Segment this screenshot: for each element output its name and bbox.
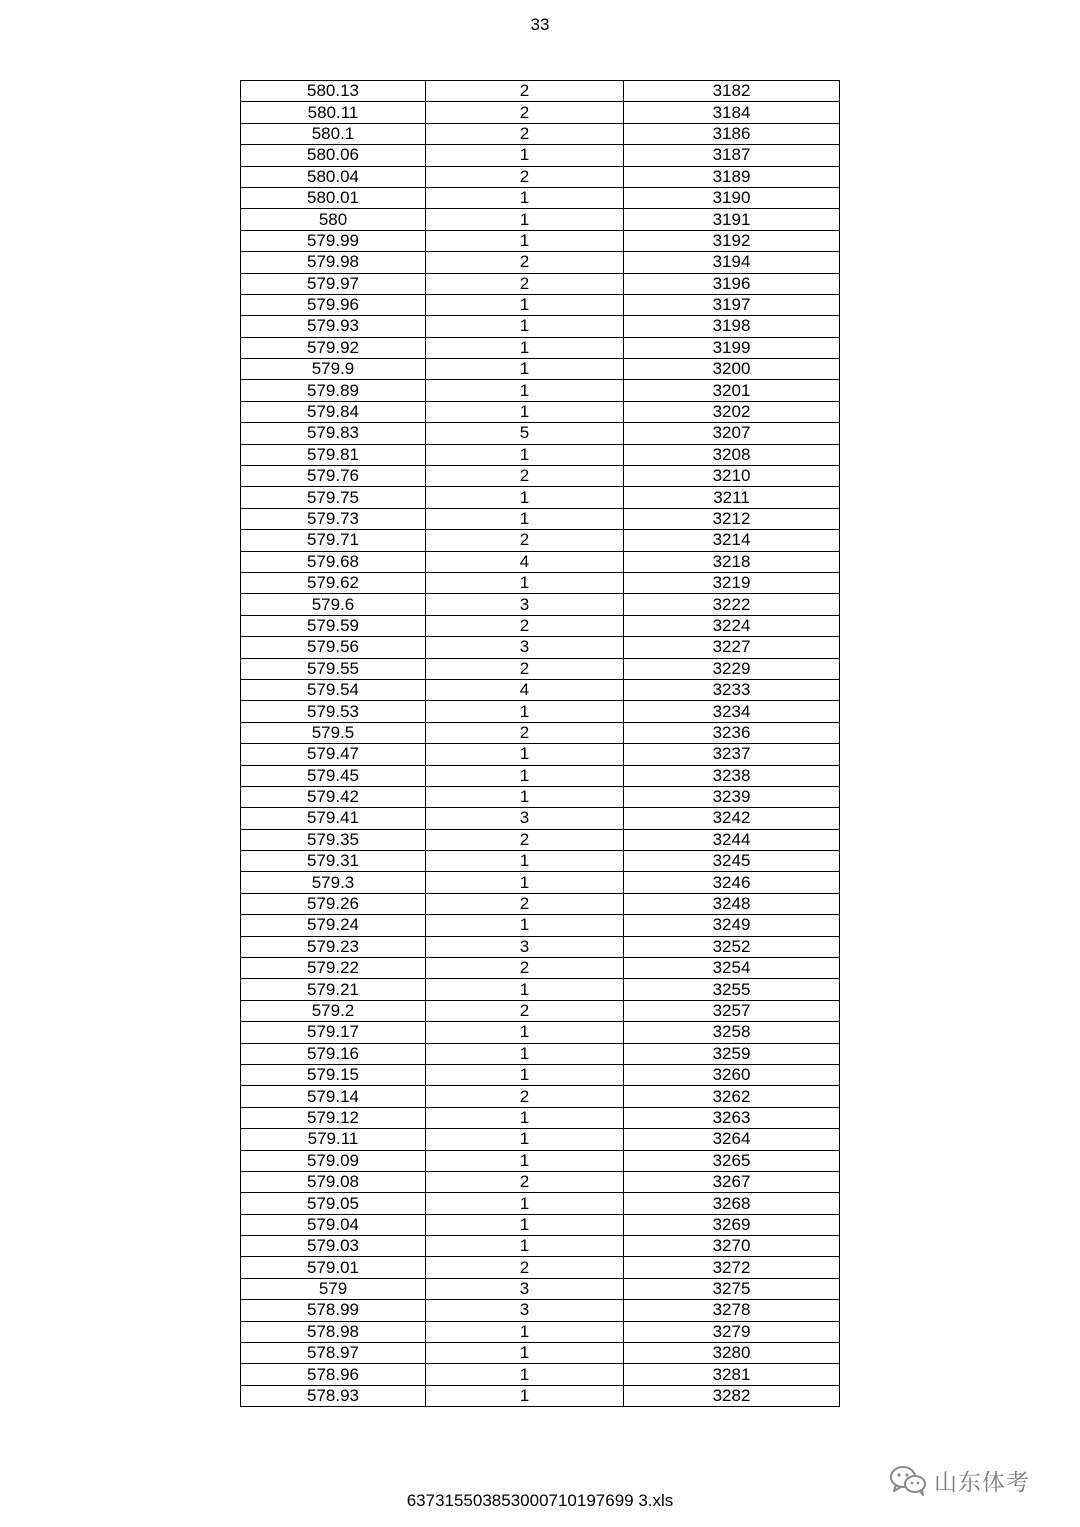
watermark-text: 山东体考: [934, 1469, 1030, 1496]
table-row: [241, 958, 840, 979]
table-row: [241, 401, 840, 422]
count-cell: 1: [426, 145, 624, 166]
table-row: [241, 1278, 840, 1299]
cumulative-cell: 3237: [624, 744, 840, 765]
table-row: [241, 102, 840, 123]
cumulative-cell: 3278: [624, 1300, 840, 1321]
count-cell: 3: [426, 637, 624, 658]
table-row: [241, 1171, 840, 1192]
cumulative-cell: 3272: [624, 1257, 840, 1278]
score-cell: 579.97: [241, 273, 426, 294]
table-row: [241, 530, 840, 551]
table-row: [241, 230, 840, 251]
count-cell: 3: [426, 1300, 624, 1321]
cumulative-cell: 3245: [624, 851, 840, 872]
count-cell: 2: [426, 1257, 624, 1278]
cumulative-cell: 3189: [624, 166, 840, 187]
score-cell: 579.75: [241, 487, 426, 508]
score-cell: 579.96: [241, 294, 426, 315]
score-cell: 579.9: [241, 359, 426, 380]
cumulative-cell: 3254: [624, 958, 840, 979]
count-cell: 1: [426, 786, 624, 807]
cumulative-cell: 3257: [624, 1000, 840, 1021]
table-row: [241, 1321, 840, 1342]
score-cell: 580: [241, 209, 426, 230]
cumulative-cell: 3258: [624, 1022, 840, 1043]
cumulative-cell: 3269: [624, 1214, 840, 1235]
score-cell: 579.68: [241, 551, 426, 572]
cumulative-cell: 3242: [624, 808, 840, 829]
table-row: [241, 209, 840, 230]
score-cell: 579.05: [241, 1193, 426, 1214]
table-row: [241, 658, 840, 679]
score-cell: 580.06: [241, 145, 426, 166]
table-row: [241, 1064, 840, 1085]
score-cell: 579.54: [241, 679, 426, 700]
cumulative-cell: 3208: [624, 444, 840, 465]
table-row: [241, 786, 840, 807]
count-cell: 1: [426, 401, 624, 422]
score-cell: 579.2: [241, 1000, 426, 1021]
table-row: [241, 872, 840, 893]
cumulative-cell: 3259: [624, 1043, 840, 1064]
cumulative-cell: 3275: [624, 1278, 840, 1299]
table-row: [241, 1086, 840, 1107]
cumulative-cell: 3190: [624, 187, 840, 208]
table-row: [241, 701, 840, 722]
score-cell: 579.83: [241, 423, 426, 444]
table-body: [241, 81, 840, 1407]
score-cell: 579.71: [241, 530, 426, 551]
table-row: [241, 615, 840, 636]
cumulative-cell: 3197: [624, 294, 840, 315]
cumulative-cell: 3219: [624, 572, 840, 593]
cumulative-cell: 3263: [624, 1107, 840, 1128]
score-cell: 580.11: [241, 102, 426, 123]
cumulative-cell: 3210: [624, 466, 840, 487]
score-cell: 579.76: [241, 466, 426, 487]
score-cell: 579: [241, 1278, 426, 1299]
count-cell: 1: [426, 765, 624, 786]
cumulative-cell: 3267: [624, 1171, 840, 1192]
table-row: [241, 294, 840, 315]
score-cell: 579.26: [241, 893, 426, 914]
count-cell: 1: [426, 872, 624, 893]
score-table: [240, 80, 840, 1407]
table-row: [241, 829, 840, 850]
table-row: [241, 423, 840, 444]
cumulative-cell: 3229: [624, 658, 840, 679]
cumulative-cell: 3218: [624, 551, 840, 572]
count-cell: 1: [426, 1193, 624, 1214]
cumulative-cell: 3265: [624, 1150, 840, 1171]
count-cell: 1: [426, 444, 624, 465]
count-cell: 1: [426, 337, 624, 358]
count-cell: 2: [426, 615, 624, 636]
cumulative-cell: 3268: [624, 1193, 840, 1214]
score-cell: 580.01: [241, 187, 426, 208]
count-cell: 2: [426, 1086, 624, 1107]
table-row: [241, 81, 840, 102]
table-row: [241, 1257, 840, 1278]
score-cell: 579.6: [241, 594, 426, 615]
cumulative-cell: 3280: [624, 1343, 840, 1364]
count-cell: 1: [426, 1321, 624, 1342]
score-cell: 580.1: [241, 123, 426, 144]
cumulative-cell: 3233: [624, 679, 840, 700]
table-row: [241, 808, 840, 829]
count-cell: 1: [426, 979, 624, 1000]
count-cell: 1: [426, 359, 624, 380]
score-cell: 579.03: [241, 1236, 426, 1257]
cumulative-cell: 3199: [624, 337, 840, 358]
table-row: [241, 1236, 840, 1257]
count-cell: 1: [426, 487, 624, 508]
count-cell: 1: [426, 1107, 624, 1128]
table-row: [241, 1129, 840, 1150]
cumulative-cell: 3252: [624, 936, 840, 957]
cumulative-cell: 3270: [624, 1236, 840, 1257]
table-row: [241, 466, 840, 487]
score-cell: 579.89: [241, 380, 426, 401]
score-cell: 579.45: [241, 765, 426, 786]
cumulative-cell: 3212: [624, 508, 840, 529]
table-row: [241, 572, 840, 593]
score-cell: 579.59: [241, 615, 426, 636]
count-cell: 2: [426, 829, 624, 850]
score-cell: 578.99: [241, 1300, 426, 1321]
table-row: [241, 979, 840, 1000]
count-cell: 2: [426, 658, 624, 679]
cumulative-cell: 3234: [624, 701, 840, 722]
count-cell: 1: [426, 744, 624, 765]
table-row: [241, 915, 840, 936]
cumulative-cell: 3262: [624, 1086, 840, 1107]
cumulative-cell: 3264: [624, 1129, 840, 1150]
count-cell: 2: [426, 1000, 624, 1021]
cumulative-cell: 3201: [624, 380, 840, 401]
table-row: [241, 679, 840, 700]
table-row: [241, 1193, 840, 1214]
cumulative-cell: 3260: [624, 1064, 840, 1085]
count-cell: 1: [426, 316, 624, 337]
table-row: [241, 551, 840, 572]
cumulative-cell: 3192: [624, 230, 840, 251]
cumulative-cell: 3255: [624, 979, 840, 1000]
count-cell: 2: [426, 81, 624, 102]
cumulative-cell: 3191: [624, 209, 840, 230]
count-cell: 2: [426, 722, 624, 743]
footer-filename: 637315503853000710197699 3.xls: [406, 1491, 674, 1510]
cumulative-cell: 3238: [624, 765, 840, 786]
table-row: [241, 893, 840, 914]
table-row: [241, 187, 840, 208]
count-cell: 1: [426, 380, 624, 401]
count-cell: 1: [426, 508, 624, 529]
score-cell: 579.17: [241, 1022, 426, 1043]
count-cell: 1: [426, 294, 624, 315]
table-row: [241, 594, 840, 615]
cumulative-cell: 3184: [624, 102, 840, 123]
count-cell: 2: [426, 166, 624, 187]
count-cell: 1: [426, 701, 624, 722]
table-row: [241, 1022, 840, 1043]
score-cell: 579.04: [241, 1214, 426, 1235]
score-cell: 579.56: [241, 637, 426, 658]
score-cell: 579.31: [241, 851, 426, 872]
cumulative-cell: 3196: [624, 273, 840, 294]
count-cell: 2: [426, 530, 624, 551]
score-cell: 579.84: [241, 401, 426, 422]
cumulative-cell: 3211: [624, 487, 840, 508]
score-cell: 579.47: [241, 744, 426, 765]
count-cell: 5: [426, 423, 624, 444]
count-cell: 1: [426, 1022, 624, 1043]
count-cell: 1: [426, 187, 624, 208]
score-cell: 579.14: [241, 1086, 426, 1107]
table-row: [241, 1385, 840, 1406]
cumulative-cell: 3222: [624, 594, 840, 615]
watermark: [888, 1460, 1030, 1500]
table-row: [241, 1000, 840, 1021]
cumulative-cell: 3224: [624, 615, 840, 636]
page-number: 33: [530, 15, 550, 34]
score-cell: 579.08: [241, 1171, 426, 1192]
score-cell: 579.41: [241, 808, 426, 829]
table-row: [241, 359, 840, 380]
score-cell: 579.22: [241, 958, 426, 979]
cumulative-cell: 3281: [624, 1364, 840, 1385]
cumulative-cell: 3282: [624, 1385, 840, 1406]
table-row: [241, 1107, 840, 1128]
table-row: [241, 1343, 840, 1364]
count-cell: 3: [426, 1278, 624, 1299]
score-cell: 579.55: [241, 658, 426, 679]
cumulative-cell: 3214: [624, 530, 840, 551]
score-cell: 578.93: [241, 1385, 426, 1406]
score-cell: 578.96: [241, 1364, 426, 1385]
score-cell: 579.3: [241, 872, 426, 893]
count-cell: 2: [426, 1171, 624, 1192]
score-cell: 579.15: [241, 1064, 426, 1085]
table-row: [241, 936, 840, 957]
count-cell: 2: [426, 252, 624, 273]
count-cell: 1: [426, 1236, 624, 1257]
table-row: [241, 145, 840, 166]
score-cell: 579.12: [241, 1107, 426, 1128]
table-row: [241, 123, 840, 144]
count-cell: 1: [426, 1064, 624, 1085]
score-cell: 579.09: [241, 1150, 426, 1171]
count-cell: 1: [426, 915, 624, 936]
count-cell: 1: [426, 1150, 624, 1171]
score-cell: 579.21: [241, 979, 426, 1000]
score-cell: 579.24: [241, 915, 426, 936]
cumulative-cell: 3246: [624, 872, 840, 893]
score-cell: 579.92: [241, 337, 426, 358]
cumulative-cell: 3198: [624, 316, 840, 337]
cumulative-cell: 3182: [624, 81, 840, 102]
count-cell: 4: [426, 551, 624, 572]
cumulative-cell: 3194: [624, 252, 840, 273]
count-cell: 3: [426, 808, 624, 829]
table-row: [241, 1300, 840, 1321]
cumulative-cell: 3249: [624, 915, 840, 936]
count-cell: 2: [426, 893, 624, 914]
table-row: [241, 744, 840, 765]
table-row: [241, 166, 840, 187]
score-cell: 579.01: [241, 1257, 426, 1278]
table-row: [241, 444, 840, 465]
score-cell: 579.5: [241, 722, 426, 743]
table-row: [241, 273, 840, 294]
cumulative-cell: 3207: [624, 423, 840, 444]
cumulative-cell: 3227: [624, 637, 840, 658]
table-row: [241, 1364, 840, 1385]
count-cell: 1: [426, 1043, 624, 1064]
cumulative-cell: 3239: [624, 786, 840, 807]
count-cell: 3: [426, 594, 624, 615]
cumulative-cell: 3244: [624, 829, 840, 850]
count-cell: 1: [426, 851, 624, 872]
score-cell: 579.99: [241, 230, 426, 251]
count-cell: 1: [426, 1343, 624, 1364]
cumulative-cell: 3248: [624, 893, 840, 914]
score-cell: 579.23: [241, 936, 426, 957]
count-cell: 2: [426, 273, 624, 294]
table-row: [241, 337, 840, 358]
table-row: [241, 252, 840, 273]
score-cell: 580.04: [241, 166, 426, 187]
table-row: [241, 722, 840, 743]
score-cell: 579.16: [241, 1043, 426, 1064]
score-cell: 579.98: [241, 252, 426, 273]
count-cell: 3: [426, 936, 624, 957]
cumulative-cell: 3202: [624, 401, 840, 422]
count-cell: 1: [426, 209, 624, 230]
count-cell: 2: [426, 466, 624, 487]
count-cell: 1: [426, 1214, 624, 1235]
score-cell: 580.13: [241, 81, 426, 102]
table-row: [241, 1214, 840, 1235]
table-row: [241, 637, 840, 658]
count-cell: 2: [426, 102, 624, 123]
count-cell: 2: [426, 958, 624, 979]
count-cell: 1: [426, 230, 624, 251]
table-row: [241, 765, 840, 786]
score-cell: 579.93: [241, 316, 426, 337]
score-cell: 579.42: [241, 786, 426, 807]
table-row: [241, 316, 840, 337]
count-cell: 1: [426, 1385, 624, 1406]
score-cell: 578.98: [241, 1321, 426, 1342]
count-cell: 1: [426, 572, 624, 593]
cumulative-cell: 3200: [624, 359, 840, 380]
cumulative-cell: 3186: [624, 123, 840, 144]
count-cell: 1: [426, 1129, 624, 1150]
table-row: [241, 1150, 840, 1171]
wechat-icon: [888, 1464, 928, 1496]
cumulative-cell: 3236: [624, 722, 840, 743]
cumulative-cell: 3279: [624, 1321, 840, 1342]
score-cell: 578.97: [241, 1343, 426, 1364]
table-row: [241, 380, 840, 401]
table-row: [241, 487, 840, 508]
table-row: [241, 851, 840, 872]
count-cell: 4: [426, 679, 624, 700]
cumulative-cell: 3187: [624, 145, 840, 166]
table-row: [241, 508, 840, 529]
score-cell: 579.81: [241, 444, 426, 465]
score-cell: 579.35: [241, 829, 426, 850]
score-cell: 579.73: [241, 508, 426, 529]
count-cell: 1: [426, 1364, 624, 1385]
table-row: [241, 1043, 840, 1064]
score-cell: 579.11: [241, 1129, 426, 1150]
score-cell: 579.53: [241, 701, 426, 722]
count-cell: 2: [426, 123, 624, 144]
score-cell: 579.62: [241, 572, 426, 593]
